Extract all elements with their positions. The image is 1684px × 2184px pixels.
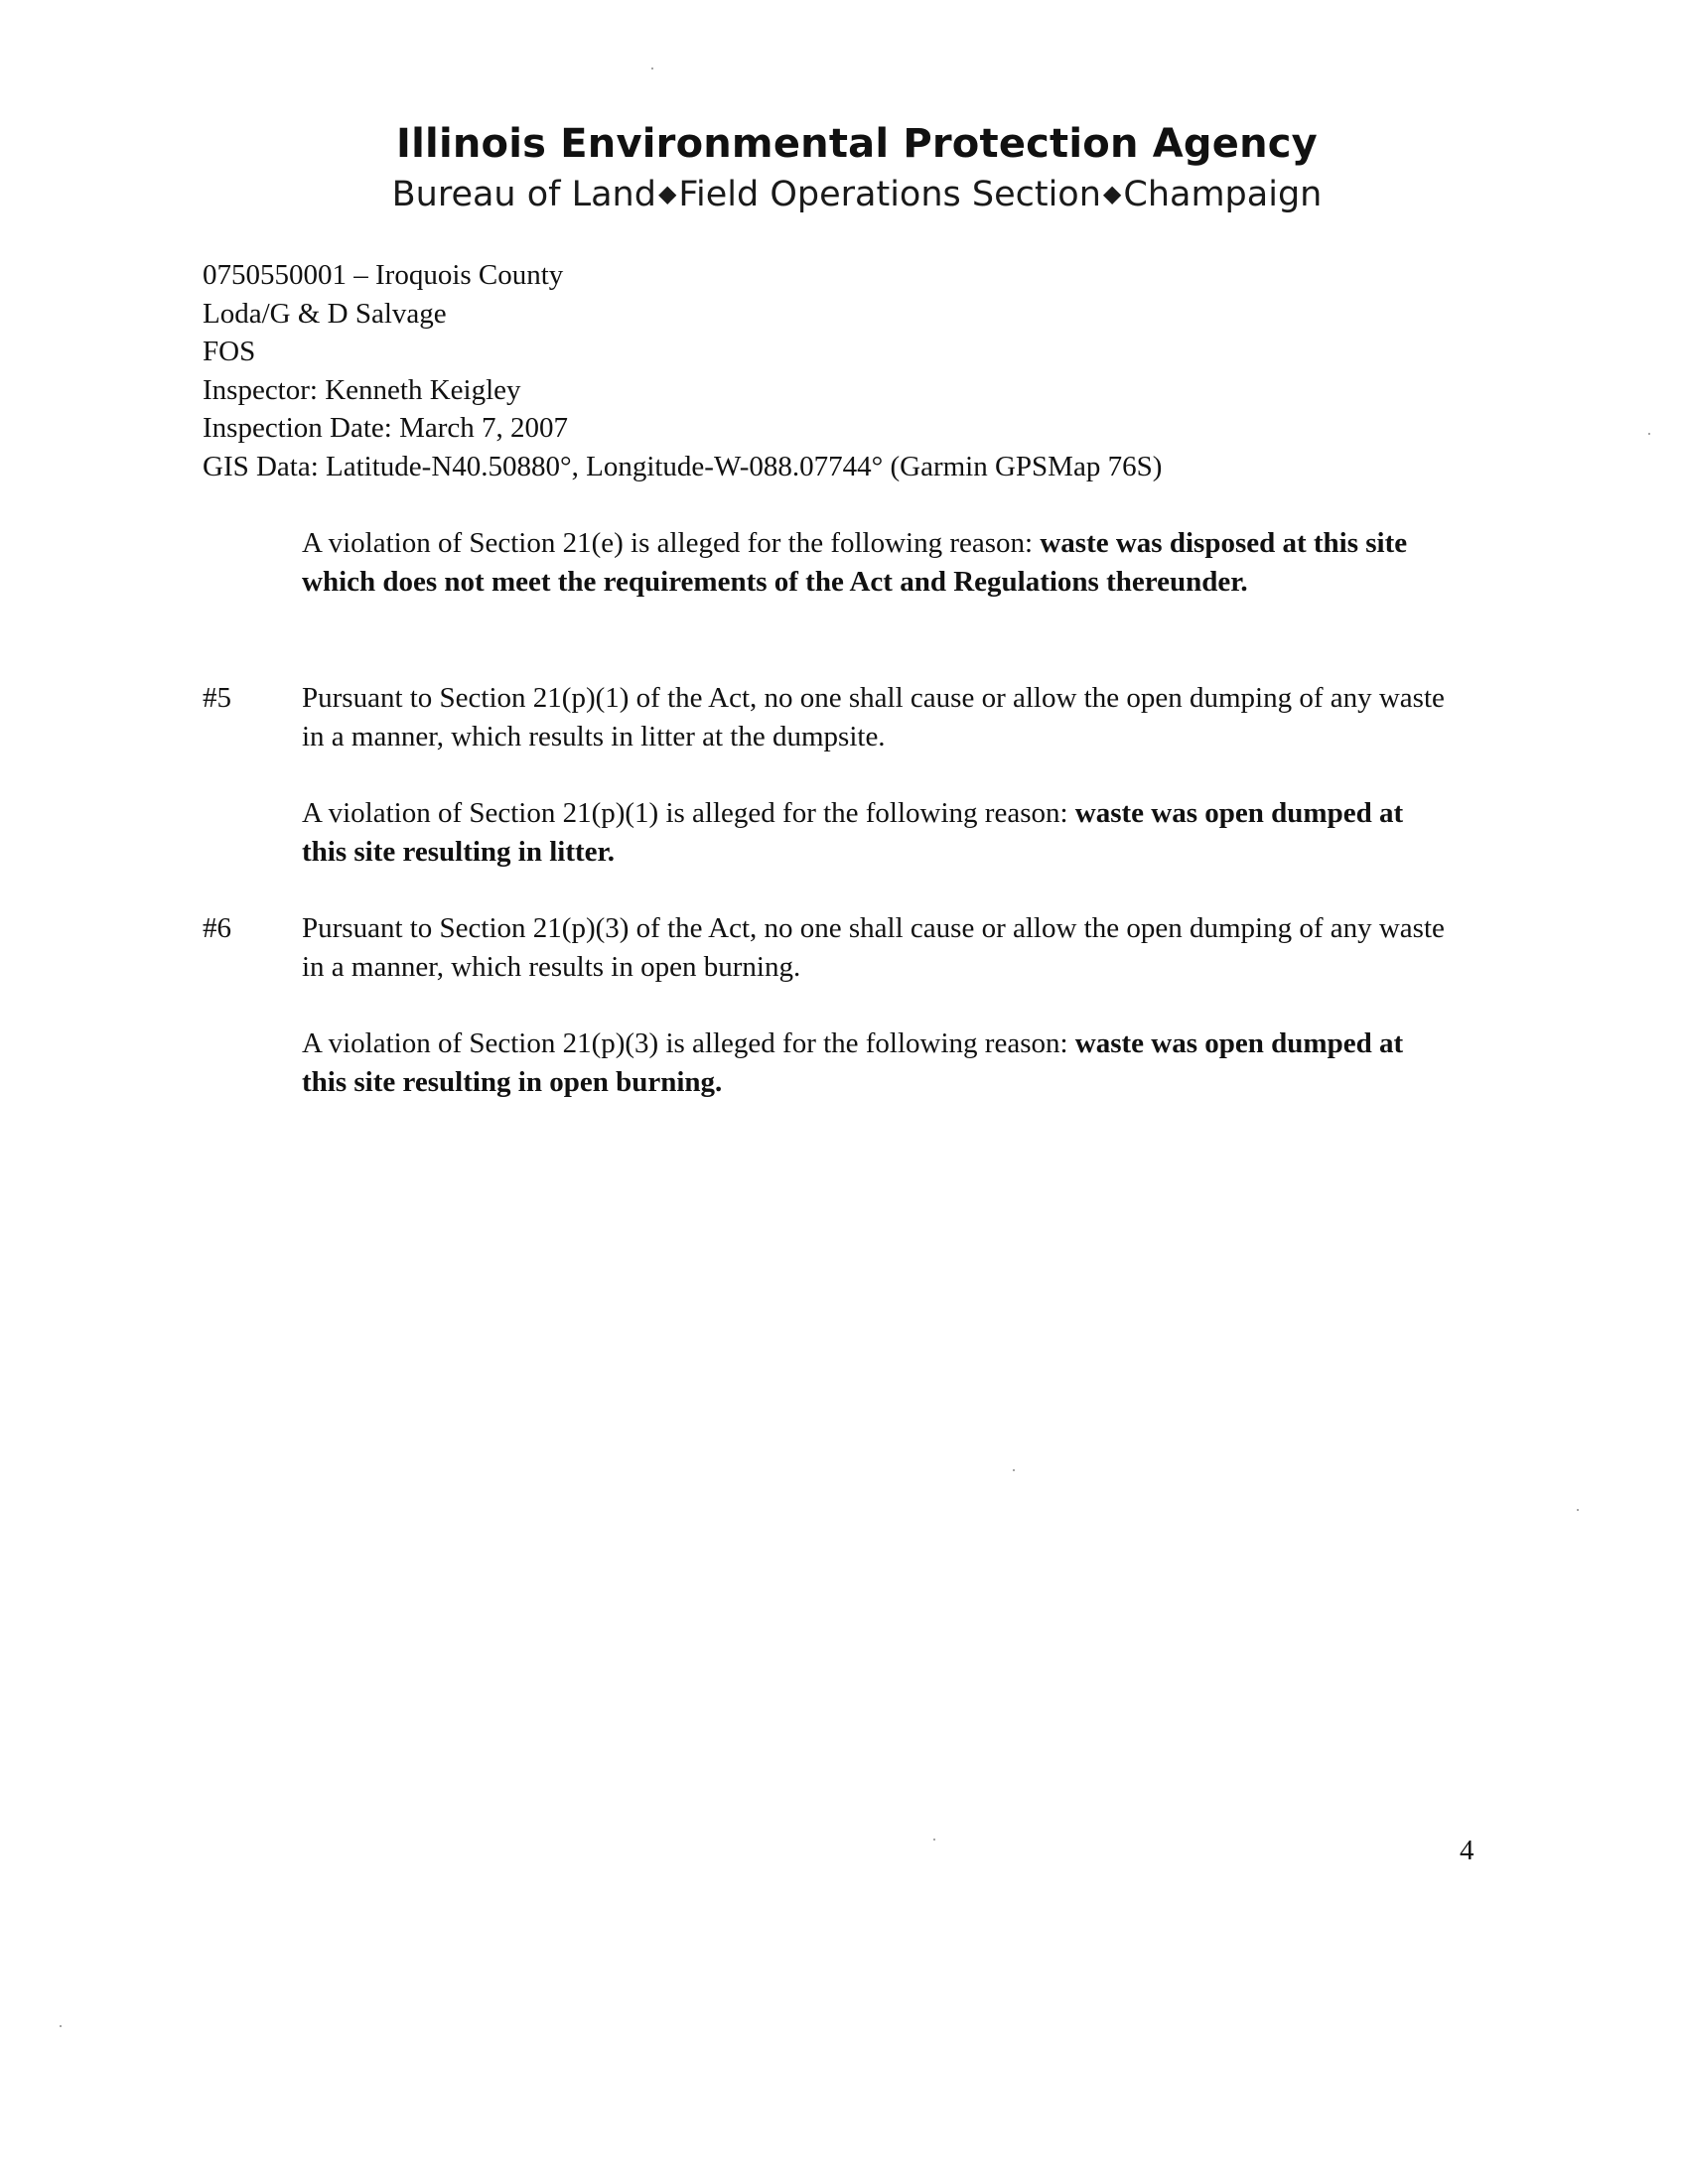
violation-21e-paragraph — [302, 524, 1424, 602]
site-id-line: 0750550001 – Iroquois County — [203, 259, 564, 291]
inspection-date-line: Inspection Date: March 7, 2007 — [203, 412, 569, 444]
site-name-line: Loda/G & D Salvage — [203, 297, 447, 330]
diamond-bullet-icon: ◆ — [1102, 180, 1122, 207]
office-label: Champaign — [1123, 175, 1323, 214]
site-info-block — [203, 256, 1162, 485]
violation-21p3-text: A violation of Section 21(p)(3) is alleged for the following reason: — [302, 1027, 1075, 1059]
scan-speck — [933, 1839, 935, 1841]
item-5-number: #5 — [203, 682, 231, 714]
violation-21p1-paragraph — [302, 794, 1424, 872]
program-line: FOS — [203, 336, 256, 367]
gis-data-line: GIS Data: Latitude-N40.50880°, Longitude-W-088.07744° (Garmin GPSMap 76S) — [203, 450, 1163, 482]
bureau-label: Bureau of Land — [391, 175, 656, 214]
inspector-line: Inspector: Kenneth Keigley — [203, 373, 521, 406]
scan-speck — [1013, 1469, 1015, 1471]
violation-21p1-text: A violation of Section 21(p)(1) is alleged for the following reason: — [302, 797, 1075, 829]
scan-speck — [60, 2025, 62, 2027]
item-5-text: Pursuant to Section 21(p)(1) of the Act, no one shall cause or allow the open dumping of any waste in a manner, which results in litter at the dumpsite. — [302, 682, 1445, 752]
item-6-number: #6 — [203, 912, 231, 944]
item-6-text: Pursuant to Section 21(p)(3) of the Act, no one shall cause or allow the open dumping of any waste in a manner, which results in open burning. — [302, 912, 1445, 983]
violation-21e-reason: waste was disposed at this site which does not meet the requirements of the Act and Regulations thereunder. — [302, 527, 1408, 598]
diamond-bullet-icon: ◆ — [657, 180, 677, 207]
agency-title: Illinois Environmental Protection Agency — [396, 121, 1318, 167]
scan-speck — [1577, 1509, 1579, 1511]
scan-speck — [651, 68, 653, 69]
violation-21p3-reason: waste was open dumped at this site resulting in open burning. — [302, 1027, 1404, 1098]
page-number: 4 — [1460, 1835, 1474, 1866]
violation-21p3-paragraph — [302, 1024, 1424, 1102]
violation-21p1-reason: waste was open dumped at this site resulting in litter. — [302, 797, 1404, 868]
violation-21e-text: A violation of Section 21(e) is alleged for the following reason: — [302, 527, 1041, 559]
agency-subtitle — [0, 175, 1684, 214]
scan-speck — [1648, 433, 1650, 435]
section-label: Field Operations Section — [678, 175, 1101, 214]
